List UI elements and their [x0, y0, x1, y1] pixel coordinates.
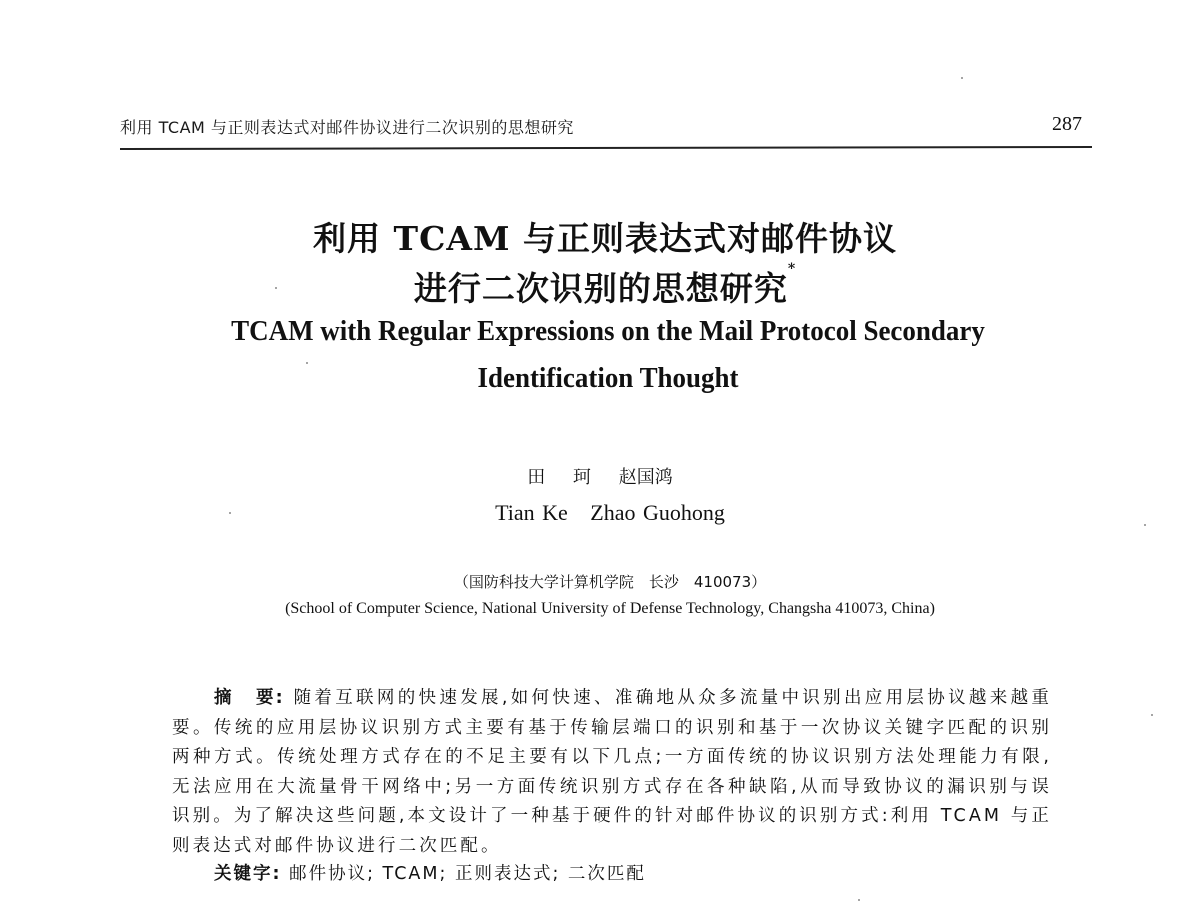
authors-en: Tian Ke Zhao Guohong — [495, 500, 725, 525]
keywords — [214, 860, 646, 885]
abstract-label — [214, 688, 285, 708]
scan-speck — [1144, 524, 1146, 526]
header-rule — [120, 146, 1092, 150]
abstract-label-first: 摘 — [214, 688, 234, 708]
scan-speck — [1151, 714, 1153, 716]
affiliation-en: (School of Computer Science, National University of Defense Technology, Changsha 410073, China) — [285, 600, 935, 617]
affiliation-cn: （国防科技大学计算机学院 长沙 410073） — [453, 573, 767, 591]
abstract — [172, 684, 1052, 861]
title-cn-line2-text: 进行二次识别的思想研究 — [413, 269, 788, 308]
title-cn-line1: 利用 TCAM 与正则表达式对邮件协议 — [313, 219, 897, 258]
scan-speck — [961, 77, 963, 79]
footnote-marker: * — [787, 261, 797, 277]
abstract-paragraph — [172, 684, 1052, 861]
abstract-label-second: 要: — [255, 688, 285, 708]
running-title: 利用 TCAM 与正则表达式对邮件协议进行二次识别的思想研究 — [120, 118, 574, 137]
page-number: 287 — [1052, 113, 1082, 135]
title-en-line2: Identification Thought — [477, 362, 739, 394]
scan-speck — [858, 899, 860, 901]
keywords-list: 邮件协议; TCAM; 正则表达式; 二次匹配 — [289, 864, 646, 884]
keywords-label: 关键字: — [214, 864, 282, 884]
running-header — [120, 113, 1092, 141]
scan-speck — [229, 512, 231, 514]
scan-speck — [306, 362, 308, 364]
title-en-line1: TCAM with Regular Expressions on the Mail Protocol Secondary — [231, 315, 985, 347]
scan-speck — [275, 287, 277, 289]
abstract-text: 随着互联网的快速发展,如何快速、准确地从众多流量中识别出应用层协议越来越重要。传统的应用层协议识别方式主要有基于传输层端口的识别和基于一次协议关键字匹配的识别两种方式。传统处理方式存在的不足主要有以下几点;一方面传统的协议识别方法处理能力有限,无法应用在大流量骨干网络中;另一方面传统识别方式存在各种缺陷,从而导致协议的漏识别与误识别。为了解决这些问题,本文设计了一种基于硬件的针对邮件协议的识别方式:利用 TCAM 与正则表达式对邮件协议进行二次匹配。 — [172, 688, 1052, 856]
title-cn-line2 — [5, 263, 1200, 310]
authors-cn: 田 珂 赵国鸿 — [527, 467, 673, 488]
